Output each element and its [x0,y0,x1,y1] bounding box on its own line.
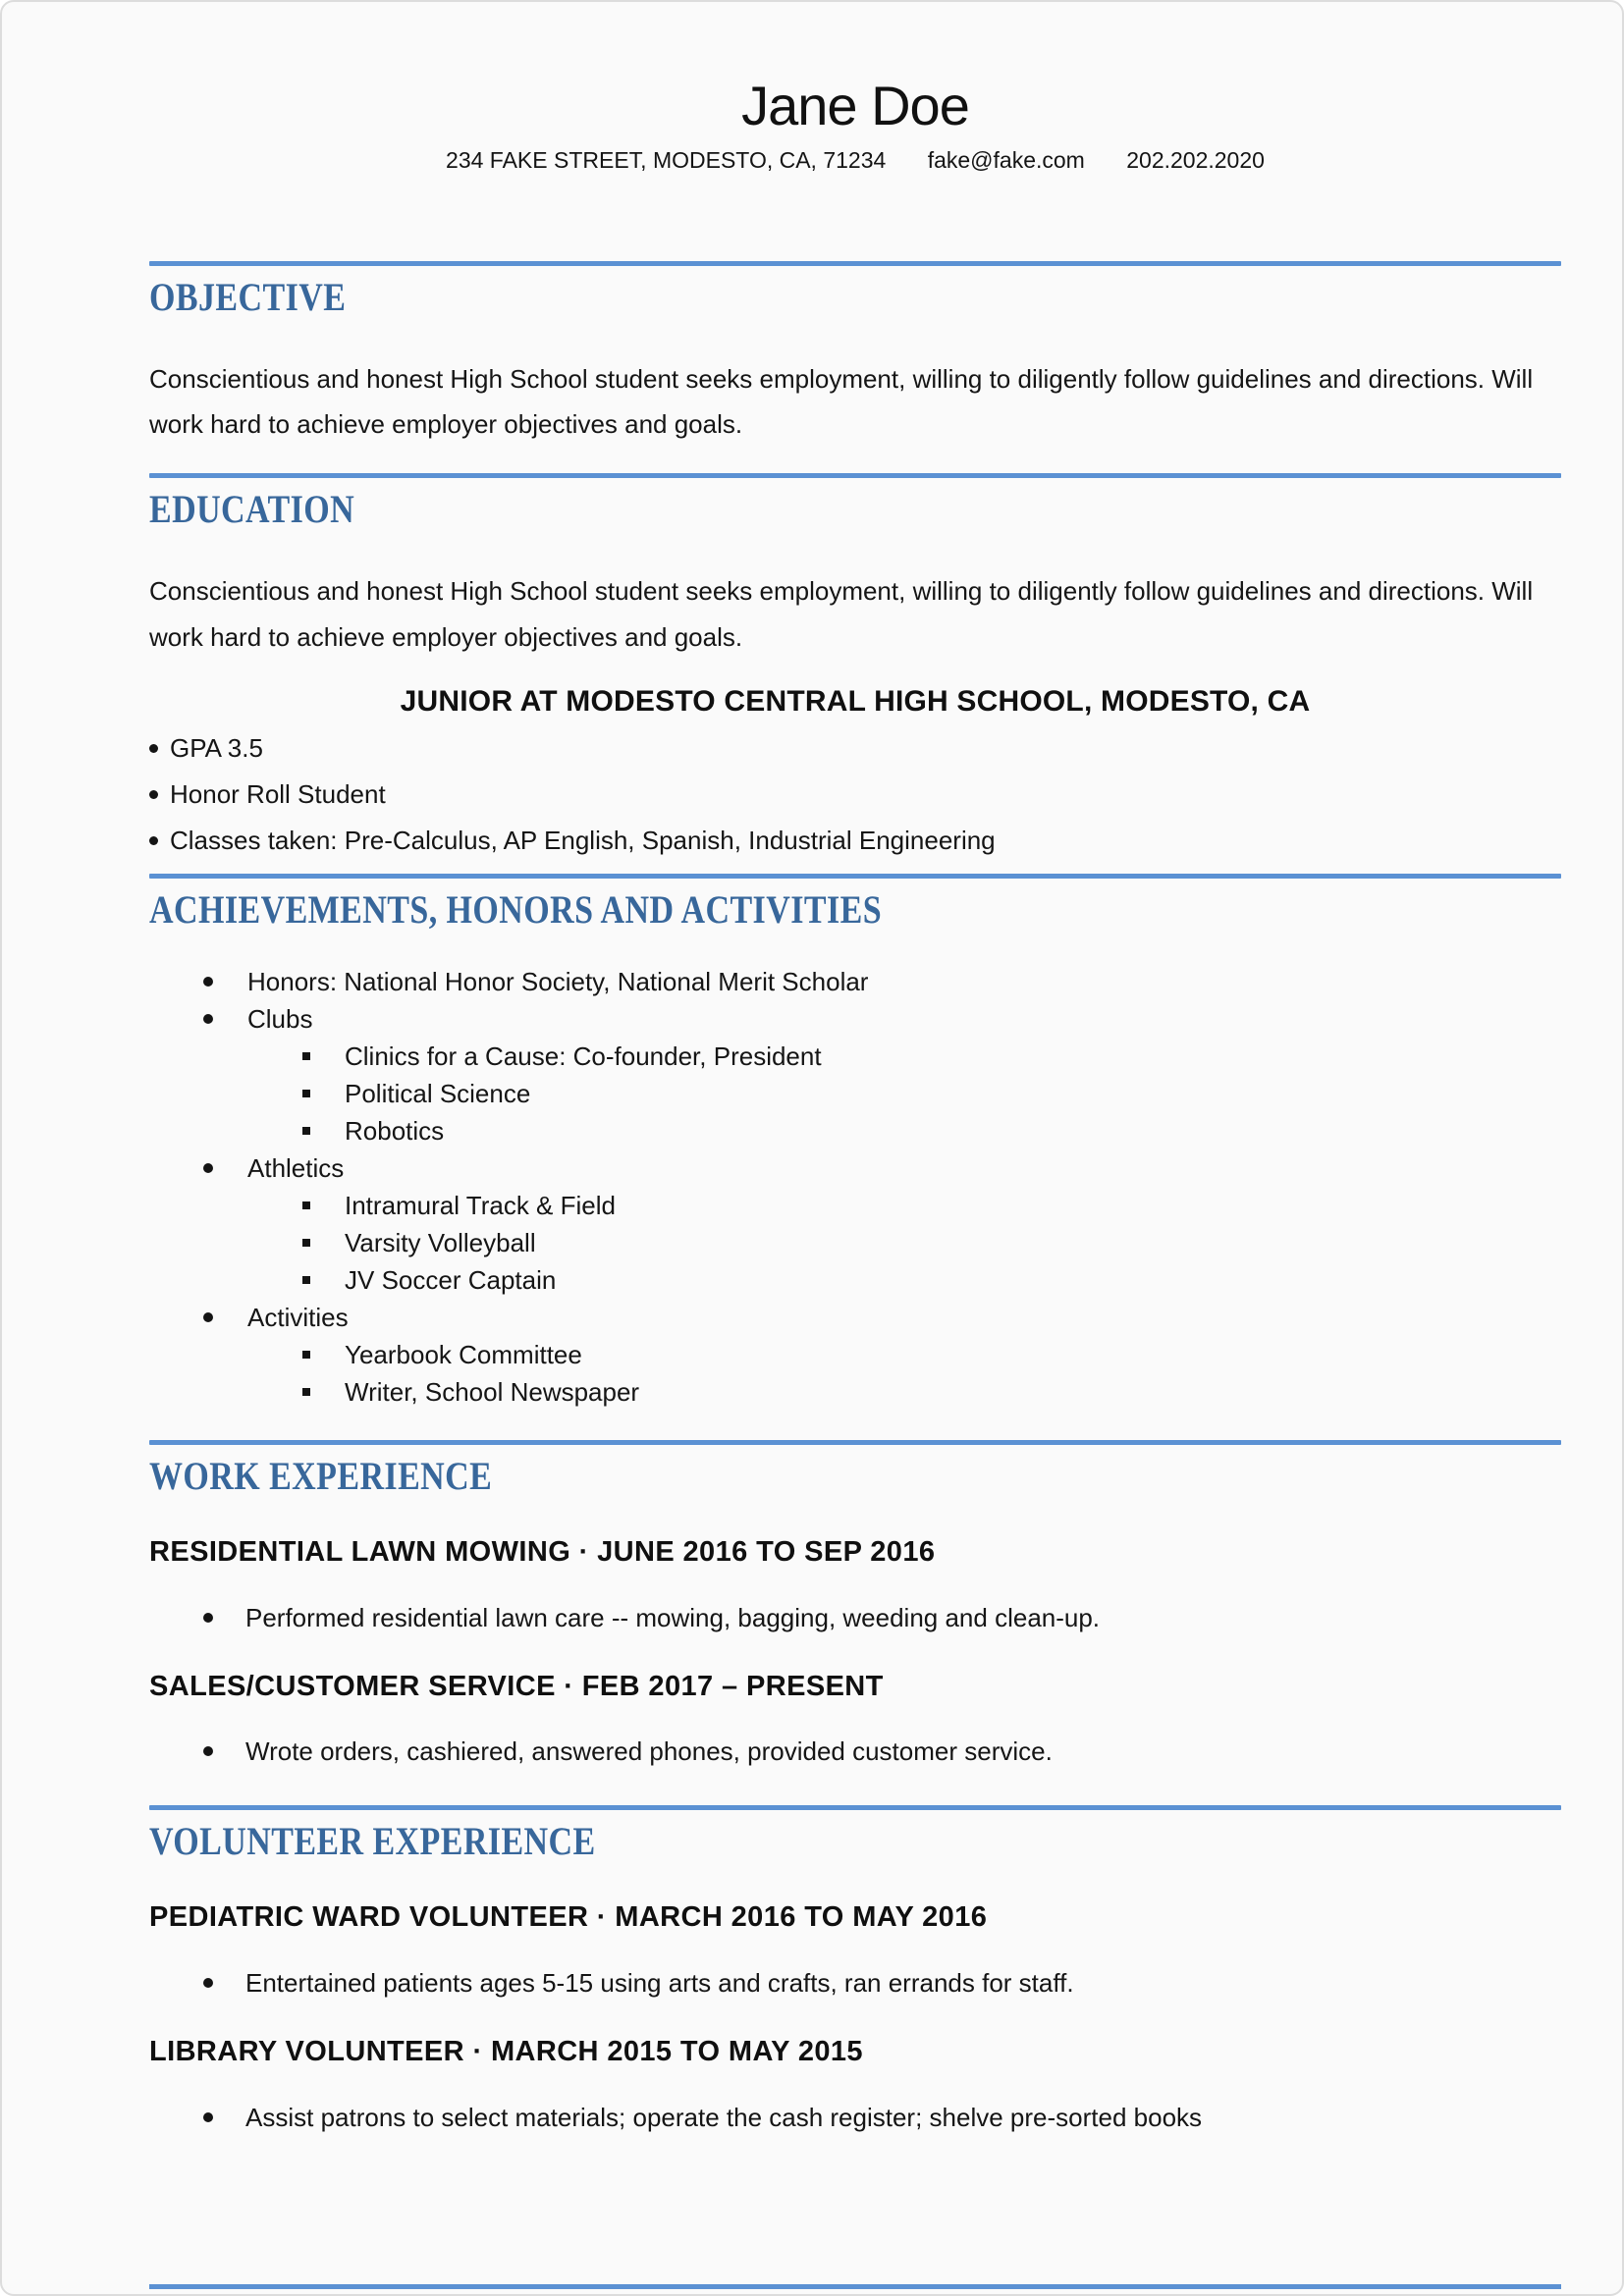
achievement-item [149,1149,1561,1187]
section-title-volunteer: VOLUNTEER EXPERIENCE [149,1819,596,1864]
achievement-sub-item [149,1261,1561,1299]
work-job-bullet [149,1733,1561,1770]
bullet-dot-icon [203,1978,213,1988]
volunteer-job-bullet-text: Assist patrons to select materials; operate the cash register; shelve pre-sorted books [245,2102,1203,2132]
volunteer-job-bullet [149,2099,1561,2136]
achievement-sub-item [149,1373,1561,1411]
education-bullet-item [149,818,1561,864]
bullet-dot-icon [203,977,213,987]
education-bullet-text: GPA 3.5 [170,732,263,763]
section-education [149,473,1561,864]
contact-phone: 202.202.2020 [1126,147,1265,173]
bottom-divider [149,2284,1561,2289]
person-name: Jane Doe [741,75,969,136]
bullet-square-icon [302,1351,310,1359]
bullet-dot-icon [203,1014,213,1024]
achievement-sub-item [149,1336,1561,1373]
achievement-item [149,1000,1561,1038]
section-volunteer [149,1805,1561,2136]
achievement-sub-item-label: Varsity Volleyball [345,1227,536,1257]
contact-address: 234 FAKE STREET, MODESTO, CA, 71234 [446,147,887,173]
section-work [149,1440,1561,1771]
bullet-dot-icon [203,2112,213,2122]
achievement-item-label: Clubs [247,1003,313,1034]
education-school-line: JUNIOR AT MODESTO CENTRAL HIGH SCHOOL, MODESTO, CA [400,684,1311,718]
bullet-dot-icon [149,836,158,845]
achievement-sub-item [149,1187,1561,1224]
section-divider-education [149,473,1561,478]
achievement-sub-item-label: Intramural Track & Field [345,1190,616,1220]
bullet-square-icon [302,1052,310,1060]
education-bullet-text: Honor Roll Student [170,778,386,809]
bullet-dot-icon [149,790,158,799]
achievement-sub-item-label: JV Soccer Captain [345,1264,557,1295]
achievement-item-label: Activities [247,1302,349,1332]
achievement-item [149,963,1561,1000]
bullet-dot-icon [203,1613,213,1623]
achievement-sub-item [149,1075,1561,1112]
bullet-dot-icon [149,744,158,753]
work-job-bullet-text: Performed residential lawn care -- mowing, bagging, weeding and clean-up. [245,1602,1101,1632]
volunteer-job-title: LIBRARY VOLUNTEER · MARCH 2015 TO MAY 2015 [149,2036,863,2068]
bullet-square-icon [302,1388,310,1396]
bullet-dot-icon [203,1746,213,1756]
achievement-sub-item-label: Writer, School Newspaper [345,1376,640,1407]
section-divider-volunteer [149,1805,1561,1810]
contact-line [149,147,1561,175]
achievement-sub-item [149,1038,1561,1075]
achievement-sub-item-label: Robotics [345,1115,445,1146]
achievement-sub-item-label: Yearbook Committee [345,1339,582,1369]
achievement-item [149,1299,1561,1336]
volunteer-job-title: PEDIATRIC WARD VOLUNTEER · MARCH 2016 TO MAY 2016 [149,1901,988,1934]
achievements-list [149,963,1561,1411]
achievement-sub-item [149,1112,1561,1149]
section-title-achievements: ACHIEVEMENTS, HONORS AND ACTIVITIES [149,886,883,932]
achievement-item-label: Athletics [247,1152,345,1183]
volunteer-jobs [149,1900,1561,2136]
achievement-sub-item-label: Clinics for a Cause: Co-founder, President [345,1041,822,1071]
achievement-item-label: Honors: National Honor Society, National Merit Scholar [247,966,869,996]
bullet-dot-icon [203,1163,213,1173]
work-jobs [149,1535,1561,1771]
bullet-square-icon [302,1201,310,1209]
achievement-sub-item-label: Political Science [345,1078,531,1108]
bullet-dot-icon [203,1312,213,1322]
section-achievements [149,874,1561,1411]
education-bullet-item [149,772,1561,818]
bullet-square-icon [302,1239,310,1247]
section-title-objective: OBJECTIVE [149,274,347,319]
section-title-education: EDUCATION [149,487,355,532]
volunteer-job-bullet-text: Entertained patients ages 5-15 using arts and crafts, ran errands for staff. [245,1968,1074,1999]
objective-text: Conscientious and honest High School student seeks employment, willing to diligently follow guidelines and directions. Will work hard to achieve employer objectives and goals. [149,363,1534,440]
contact-email: fake@fake.com [927,147,1085,173]
work-job-bullet-text: Wrote orders, cashiered, answered phones, provided customer service. [245,1736,1053,1767]
bullet-square-icon [302,1127,310,1135]
bullet-square-icon [302,1090,310,1097]
education-text: Conscientious and honest High School student seeks employment, willing to diligently follow guidelines and directions. Will work hard to achieve employer objectives and goals. [149,576,1534,652]
work-job-bullet [149,1599,1561,1636]
education-bullet-item [149,725,1561,772]
bullet-square-icon [302,1276,310,1284]
work-job-title: SALES/CUSTOMER SERVICE · FEB 2017 – PRESENT [149,1670,884,1702]
achievement-sub-item [149,1224,1561,1261]
section-divider-objective [149,261,1561,266]
section-divider-work [149,1440,1561,1445]
volunteer-job-bullet [149,1964,1561,2002]
education-bullet-list [149,725,1561,864]
section-divider-achievements [149,874,1561,879]
resume-header [149,75,1561,175]
education-bullet-text: Classes taken: Pre-Calculus, AP English, Spanish, Industrial Engineering [170,825,996,855]
section-objective [149,261,1561,449]
work-job-title: RESIDENTIAL LAWN MOWING · JUNE 2016 TO SEP 2016 [149,1535,936,1568]
resume-content [2,75,1622,2136]
section-title-work: WORK EXPERIENCE [149,1453,493,1498]
